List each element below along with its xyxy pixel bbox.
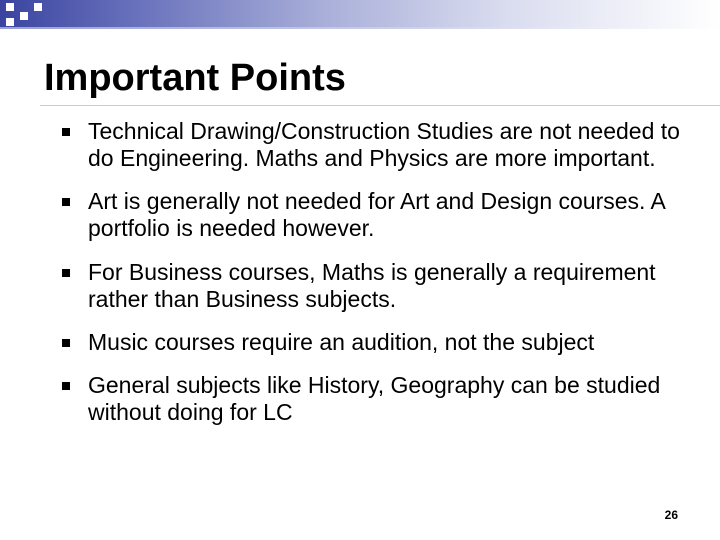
bullet-item [62,372,682,426]
square-bullet-icon [62,339,70,347]
checker-square-decoration [6,3,14,11]
bullet-item [62,118,682,172]
checker-square-decoration [20,12,28,20]
square-bullet-icon [62,198,70,206]
page-number: 26 [664,508,678,522]
bullet-list [62,118,682,442]
bullet-text: Music courses require an audition, not the subject [88,328,595,355]
checker-square-decoration [34,3,42,11]
square-bullet-icon [62,382,70,390]
checker-square-decoration [6,18,14,26]
header-divider [0,27,720,29]
bullet-text: For Business courses, Maths is generally a requirement rather than Business subjects. [88,258,656,312]
bullet-text: Technical Drawing/Construction Studies are not needed to do Engineering. Maths and Physics are more important. [88,118,680,172]
header-gradient-band [0,0,720,27]
bullet-text: Art is generally not needed for Art and Design courses. A portfolio is needed however. [88,188,665,242]
bullet-item [62,188,682,242]
bullet-text: General subjects like History, Geography can be studied without doing for LC [88,371,661,425]
square-bullet-icon [62,269,70,277]
slide-title: Important Points [44,57,346,99]
square-bullet-icon [62,128,70,136]
bullet-item [62,329,682,356]
title-underline [40,105,720,106]
bullet-item [62,259,682,313]
